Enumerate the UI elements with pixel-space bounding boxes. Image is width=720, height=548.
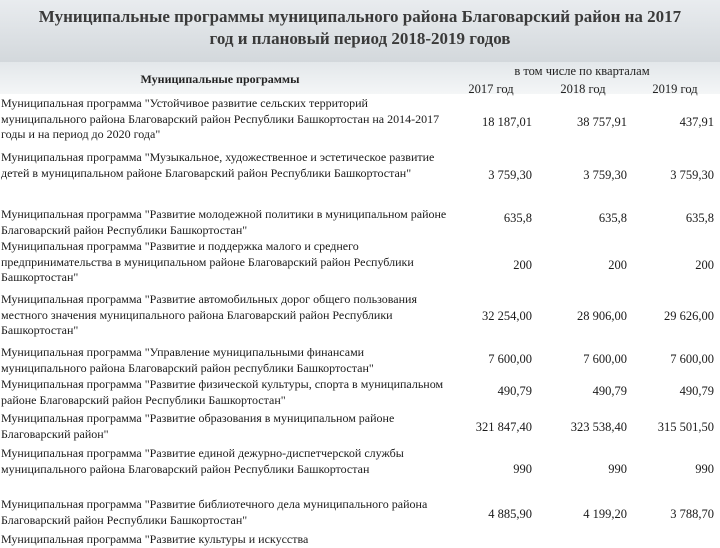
- value-2018: 490,79: [592, 384, 627, 398]
- page-title-line-1: Муниципальные программы муниципального района Благоварский район на 2017: [38, 7, 682, 26]
- program-name: Муниципальная программа "Развитие единой дежурно-диспетчерской службы муниципального района Благоварский район Республики Башкортостан: [1, 446, 404, 476]
- value-2019: 437,91: [679, 115, 714, 129]
- programs-column-header: Муниципальные программы: [140, 72, 300, 86]
- program-name: Муниципальная программа "Управление муниципальными финансами муниципального района Благоварский район республики Башкортостан": [1, 345, 374, 375]
- program-name: Муниципальная программа "Развитие физической культуры, спорта в муниципальном районе Благоварский район Республики Башкортостан": [1, 377, 444, 407]
- value-2018: 635,8: [598, 211, 627, 225]
- value-2017: 18 187,01: [482, 115, 532, 129]
- value-2017: 490,79: [497, 384, 532, 398]
- program-name: Муниципальная программа "Развитие и поддержка малого и среднего предпринимательства в муниципальном районе Благоварский район Республики Башкортостан": [1, 239, 414, 285]
- year-header-2018: 2018 год: [560, 82, 606, 96]
- value-2018: 200: [608, 258, 627, 272]
- program-name: Муниципальная программа "Устойчивое развитие сельских территорий муниципального района Благоварский район Республики Башкортостан на 2014-2017 годы и на период до 2020 года": [1, 96, 440, 142]
- value-2017: 7 600,00: [488, 352, 532, 366]
- value-2019: 7 600,00: [670, 352, 714, 366]
- value-2017: 32 254,00: [482, 309, 532, 323]
- value-2019: 990: [695, 462, 714, 476]
- program-name: Муниципальная программа "Развитие молодежной политики в муниципальном районе Благоварский район Республики Башкортостан": [1, 207, 447, 237]
- page-title-line-2: год и плановый период 2018-2019 годов: [209, 29, 511, 48]
- value-2017: 635,8: [503, 211, 532, 225]
- value-2017: 4 885,90: [488, 507, 532, 521]
- slide-header: [0, 0, 720, 62]
- value-2017: 321 847,40: [475, 420, 532, 434]
- value-2018: 3 759,30: [583, 168, 627, 182]
- program-name: Муниципальная программа "Развитие образования в муниципальном районе Благоварский район": [1, 411, 395, 441]
- value-2018: 323 538,40: [570, 420, 627, 434]
- value-2017: 200: [513, 258, 532, 272]
- value-2018: 990: [608, 462, 627, 476]
- value-2019: 490,79: [679, 384, 714, 398]
- quarter-note: в том числе по кварталам: [514, 64, 650, 78]
- value-2019: 635,8: [685, 211, 714, 225]
- value-2018: 28 906,00: [577, 309, 627, 323]
- value-2018: 4 199,20: [583, 507, 627, 521]
- year-header-2019: 2019 год: [652, 82, 698, 96]
- year-header-2017: 2017 год: [468, 82, 514, 96]
- value-2018: 38 757,91: [577, 115, 627, 129]
- value-2017: 3 759,30: [488, 168, 532, 182]
- program-name: Муниципальная программа "Развитие культуры и искусства: [1, 532, 309, 546]
- value-2019: 29 626,00: [664, 309, 714, 323]
- value-2019: 3 759,30: [670, 168, 714, 182]
- value-2019: 315 501,50: [657, 420, 714, 434]
- page-title: [0, 6, 720, 50]
- value-2019: 3 788,70: [670, 507, 714, 521]
- program-name: Муниципальная программа "Музыкальное, художественное и эстетическое развитие детей в муниципальном районе Благоварский район Республики Башкортостан": [1, 150, 435, 180]
- value-2018: 7 600,00: [583, 352, 627, 366]
- program-name: Муниципальная программа "Развитие библиотечного дела муниципального района Благоварский район Республики Башкортостан": [1, 497, 428, 527]
- value-2017: 990: [513, 462, 532, 476]
- program-name: Муниципальная программа "Развитие автомобильных дорог общего пользования местного значения муниципального района Благоварский район Республики Башкортостан": [1, 292, 417, 338]
- value-2019: 200: [695, 258, 714, 272]
